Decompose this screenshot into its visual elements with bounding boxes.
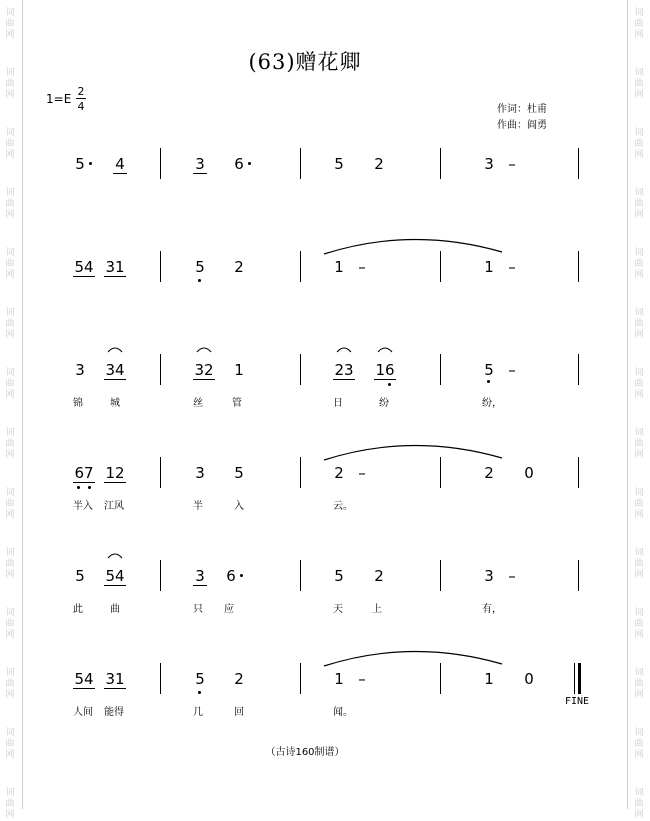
time-signature-top: 2 [77, 85, 85, 98]
watermark-char: 网 [634, 810, 644, 820]
watermark-char: 词 [5, 788, 15, 798]
lyric: 应 [224, 604, 234, 615]
watermark-char: 词 [634, 668, 644, 678]
note: 67 [74, 464, 94, 482]
footer-note: （古诗160制谱） [265, 747, 345, 758]
note: 5 [75, 155, 85, 173]
watermark-glyph-group [3, 428, 17, 461]
watermark-char: 网 [5, 690, 15, 700]
note: 5 [195, 670, 205, 688]
lyric: 半 [193, 501, 203, 512]
watermark-char: 曲 [5, 199, 15, 209]
watermark-char: 网 [634, 510, 644, 520]
lyric: 入 [234, 501, 244, 512]
low-octave-dot [198, 691, 201, 694]
watermark-char: 曲 [634, 79, 644, 89]
watermark-glyph-group [632, 548, 646, 581]
watermark-char: 曲 [634, 679, 644, 689]
note: 3 [193, 567, 207, 586]
lyric: 江风 [104, 501, 124, 512]
bar-line [160, 354, 161, 385]
note: 31 [105, 670, 125, 688]
augmentation-dot [89, 162, 92, 165]
watermark-glyph-group [632, 188, 646, 221]
watermark-char: 词 [5, 428, 15, 438]
watermark-char: 词 [634, 428, 644, 438]
note: 0 [524, 670, 534, 688]
watermark-char: 曲 [5, 19, 15, 29]
watermark-char: 词 [634, 548, 644, 558]
watermark-char: 曲 [5, 259, 15, 269]
note: 6 [234, 155, 244, 173]
watermark-char: 曲 [5, 379, 15, 389]
watermark-char: 曲 [5, 439, 15, 449]
watermark-glyph-group [632, 248, 646, 281]
note: 54 [105, 567, 125, 585]
note: 1 [334, 258, 344, 276]
watermark-char: 曲 [634, 379, 644, 389]
lyric: 回 [234, 707, 244, 718]
watermark-glyph-group [3, 788, 17, 821]
lyric: 只 [193, 604, 203, 615]
final-thick-bar-line [578, 663, 581, 694]
note: 0 [524, 464, 534, 482]
watermark-char: 词 [634, 188, 644, 198]
watermark-char: 网 [634, 210, 644, 220]
lyric: 此 [73, 604, 83, 615]
watermark-char: 网 [5, 390, 15, 400]
watermark-char: 词 [634, 308, 644, 318]
note: 1 [484, 258, 494, 276]
watermark-char: 网 [634, 30, 644, 40]
lyric: 曲 [110, 604, 120, 615]
watermark-char: 网 [634, 330, 644, 340]
low-octave-dot [388, 383, 391, 386]
slur-arc [378, 348, 392, 352]
note: 6 [226, 567, 236, 585]
watermark-char: 词 [634, 608, 644, 618]
note-dash: – [508, 155, 516, 173]
note: 16 [375, 361, 395, 379]
watermark-char: 词 [5, 8, 15, 18]
watermark-glyph-group [632, 128, 646, 161]
watermark-char: 曲 [634, 259, 644, 269]
note: 5 [75, 567, 85, 585]
watermark-char: 词 [634, 8, 644, 18]
bar-line [300, 560, 301, 591]
lyric: 纷 [379, 398, 389, 409]
note: 1 [234, 361, 244, 379]
fine-marking: FINE [565, 696, 590, 707]
note: 1 [334, 670, 344, 688]
song-title: (63)赠花卿 [248, 50, 362, 74]
bar-line [578, 148, 579, 179]
watermark-glyph-group [632, 368, 646, 401]
note: 3 [75, 361, 85, 379]
note-dash: – [508, 361, 516, 379]
note: 32 [194, 361, 214, 379]
watermark-char: 曲 [634, 439, 644, 449]
bar-line [160, 560, 161, 591]
note-dash: – [358, 670, 366, 688]
watermark-char: 曲 [5, 619, 15, 629]
watermark-char: 曲 [5, 139, 15, 149]
lyric: 有， [482, 604, 502, 615]
lyric: 云。 [333, 501, 353, 512]
note: 5 [334, 155, 344, 173]
watermark-char: 曲 [5, 79, 15, 89]
slur-arc [108, 554, 122, 558]
watermark-char: 词 [634, 728, 644, 738]
watermark-char: 词 [634, 368, 644, 378]
watermark-char: 网 [634, 270, 644, 280]
watermark-char: 网 [5, 810, 15, 820]
watermark-char: 网 [634, 90, 644, 100]
watermark-glyph-group [3, 668, 17, 701]
watermark-glyph-group [3, 188, 17, 221]
note: 2 [374, 155, 384, 173]
watermark-glyph-group [3, 608, 17, 641]
watermark-char: 网 [5, 570, 15, 580]
watermark-glyph-group [632, 308, 646, 341]
note: 5 [484, 361, 494, 379]
note: 2 [374, 567, 384, 585]
watermark-char: 网 [5, 90, 15, 100]
watermark-glyph-group [3, 128, 17, 161]
lyricist-credit: 作词：杜甫 [497, 104, 547, 115]
bar-line [300, 148, 301, 179]
note: 5 [234, 464, 244, 482]
note: 4 [113, 155, 127, 174]
low-octave-dot [198, 279, 201, 282]
lyric: 能得 [104, 707, 124, 718]
watermark-glyph-group [632, 428, 646, 461]
watermark-char: 曲 [5, 559, 15, 569]
watermark-char: 网 [5, 450, 15, 460]
note: 1 [484, 670, 494, 688]
watermark-char: 网 [5, 210, 15, 220]
watermark-char: 曲 [5, 319, 15, 329]
watermark-char: 网 [634, 390, 644, 400]
tie-arc [324, 651, 502, 666]
bar-line [300, 457, 301, 488]
faint-watermark-1 [120, 112, 146, 149]
watermark-char: 词 [5, 728, 15, 738]
watermark-glyph-group [3, 488, 17, 521]
watermark-glyph-group [632, 608, 646, 641]
time-signature-bottom: 4 [77, 100, 85, 113]
bar-line [160, 148, 161, 179]
lyric: 闻。 [333, 707, 353, 718]
watermark-char: 词 [634, 128, 644, 138]
bar-line [578, 251, 579, 282]
watermark-glyph-group [632, 68, 646, 101]
watermark-char: 曲 [634, 559, 644, 569]
lyric: 城 [110, 398, 120, 409]
note: 5 [334, 567, 344, 585]
bar-line [578, 354, 579, 385]
watermark-char: 词 [5, 668, 15, 678]
bar-line [300, 251, 301, 282]
watermark-char: 曲 [634, 199, 644, 209]
watermark-char: 词 [5, 128, 15, 138]
note-dash: – [508, 258, 516, 276]
lyric: 丝 [193, 398, 203, 409]
bar-line [578, 457, 579, 488]
watermark-char: 网 [5, 270, 15, 280]
watermark-glyph-group [3, 308, 17, 341]
watermark-glyph-group [3, 8, 17, 41]
note: 23 [334, 361, 354, 379]
lyric: 天 [333, 604, 343, 615]
lyric: 纷， [482, 398, 502, 409]
watermark-char: 词 [5, 248, 15, 258]
note: 12 [105, 464, 125, 482]
watermark-char: 网 [5, 750, 15, 760]
lyric: 半入 [73, 501, 93, 512]
left-border-line [22, 0, 23, 809]
watermark-char: 词 [5, 488, 15, 498]
note: 2 [234, 258, 244, 276]
watermark-char: 词 [5, 68, 15, 78]
note-dash: – [358, 464, 366, 482]
bar-line [440, 354, 441, 385]
watermark-glyph-group [632, 788, 646, 821]
note: 54 [74, 258, 94, 276]
lyric: 管 [232, 398, 242, 409]
watermark-char: 词 [634, 68, 644, 78]
low-octave-dot [77, 486, 80, 489]
watermark-glyph-group [632, 728, 646, 761]
bar-line [160, 251, 161, 282]
watermark-char: 网 [634, 150, 644, 160]
watermark-char: 网 [5, 30, 15, 40]
bar-line [440, 560, 441, 591]
watermark-char: 曲 [5, 499, 15, 509]
watermark-glyph-group [632, 8, 646, 41]
slur-arc [337, 348, 351, 352]
watermark-char: 曲 [5, 799, 15, 809]
watermark-char: 词 [5, 548, 15, 558]
right-border-line [627, 0, 628, 809]
augmentation-dot [240, 574, 243, 577]
watermark-glyph-group [3, 368, 17, 401]
note: 3 [193, 155, 207, 174]
watermark-char: 曲 [634, 619, 644, 629]
watermark-char: 曲 [634, 799, 644, 809]
bar-line [300, 663, 301, 694]
watermark-char: 网 [5, 630, 15, 640]
bar-line [160, 663, 161, 694]
watermark-char: 曲 [5, 679, 15, 689]
bar-line [300, 354, 301, 385]
lyric: 日 [333, 398, 343, 409]
key-signature: 1=E [46, 92, 72, 106]
lyric: 上 [372, 604, 382, 615]
watermark-char: 曲 [634, 319, 644, 329]
lyric: 人间 [73, 707, 93, 718]
bar-line [440, 457, 441, 488]
note: 31 [105, 258, 125, 276]
final-thin-bar-line [574, 663, 575, 694]
composer-credit: 作曲：阎勇 [497, 120, 547, 131]
slur-arc [197, 348, 211, 352]
watermark-char: 词 [634, 488, 644, 498]
watermark-glyph-group [632, 668, 646, 701]
watermark-glyph-group [3, 548, 17, 581]
watermark-char: 网 [634, 750, 644, 760]
note-dash: – [508, 567, 516, 585]
watermark-char: 网 [5, 330, 15, 340]
note: 3 [484, 155, 494, 173]
watermark-char: 词 [5, 188, 15, 198]
note: 5 [195, 258, 205, 276]
watermark-char: 曲 [5, 739, 15, 749]
slur-arc [108, 348, 122, 352]
tie-arc [324, 445, 502, 460]
watermark-char: 网 [5, 150, 15, 160]
watermark-char: 网 [634, 570, 644, 580]
lyric: 几 [193, 707, 203, 718]
watermark-glyph-group [632, 488, 646, 521]
watermark-char: 词 [634, 788, 644, 798]
watermark-char: 词 [5, 608, 15, 618]
note: 54 [74, 670, 94, 688]
note-dash: – [358, 258, 366, 276]
watermark-char: 网 [634, 450, 644, 460]
low-octave-dot [487, 380, 490, 383]
watermark-glyph-group [3, 248, 17, 281]
watermark-char: 词 [634, 248, 644, 258]
augmentation-dot [248, 162, 251, 165]
bar-line [440, 251, 441, 282]
note: 2 [484, 464, 494, 482]
bar-line [160, 457, 161, 488]
low-octave-dot [88, 486, 91, 489]
watermark-char: 网 [634, 690, 644, 700]
watermark-char: 曲 [634, 499, 644, 509]
note: 3 [195, 464, 205, 482]
note: 3 [484, 567, 494, 585]
note: 2 [334, 464, 344, 482]
bar-line [578, 560, 579, 591]
watermark-char: 词 [5, 308, 15, 318]
watermark-char: 网 [634, 630, 644, 640]
time-signature-line [76, 98, 86, 99]
tie-arc [324, 239, 502, 254]
lyric: 锦 [73, 398, 83, 409]
watermark-char: 曲 [634, 19, 644, 29]
watermark-char: 词 [5, 368, 15, 378]
note: 34 [105, 361, 125, 379]
bar-line [440, 148, 441, 179]
bar-line [440, 663, 441, 694]
watermark-char: 曲 [634, 139, 644, 149]
watermark-char: 网 [5, 510, 15, 520]
watermark-char: 曲 [634, 739, 644, 749]
note: 2 [234, 670, 244, 688]
